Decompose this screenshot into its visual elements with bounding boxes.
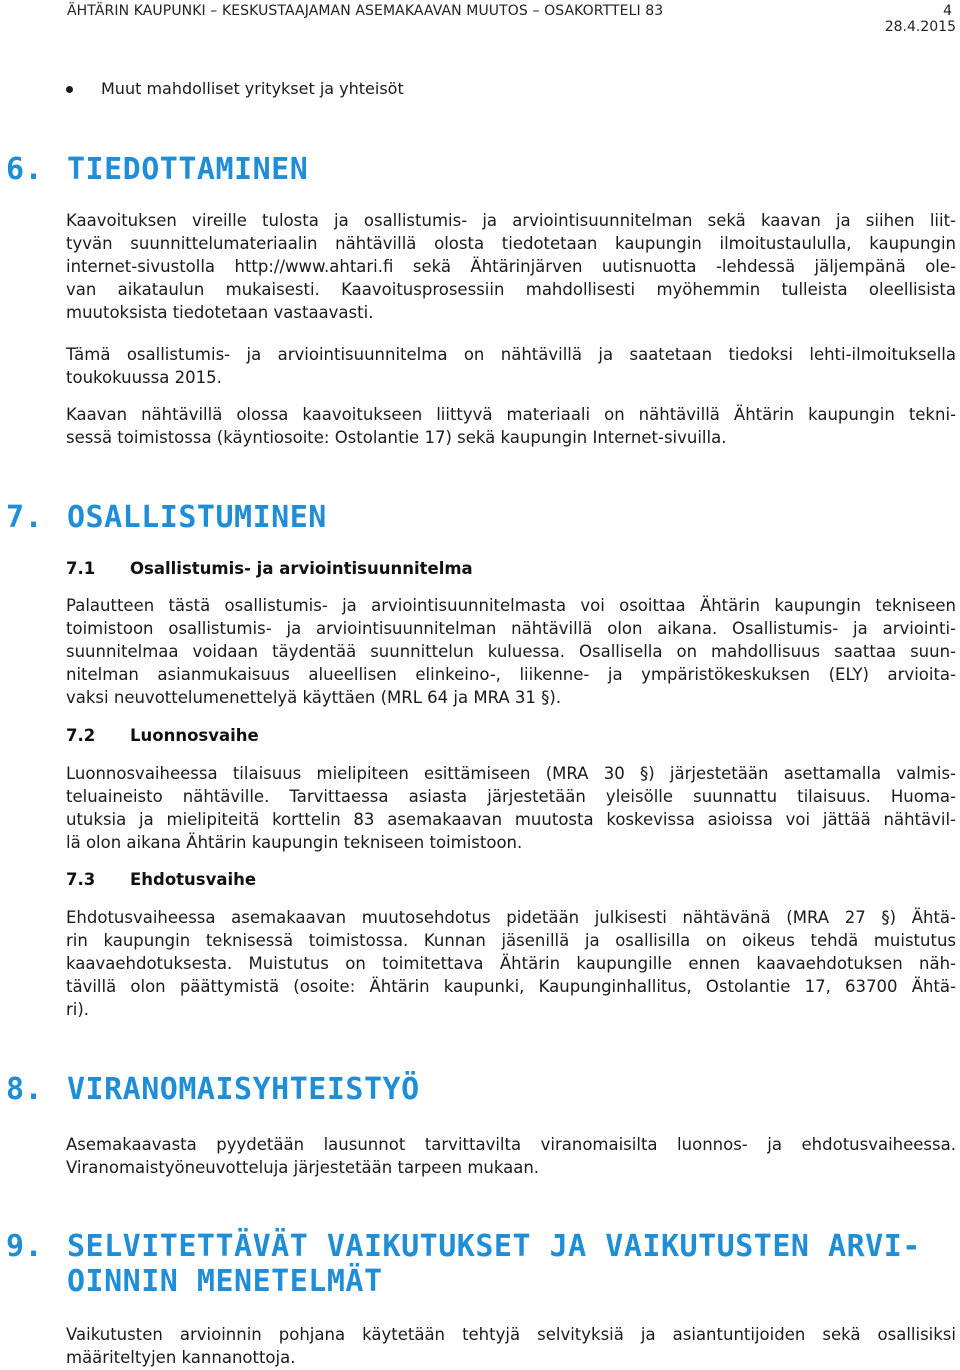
section-number: 9. xyxy=(6,1229,44,1264)
text-line: toimistoon osallistumis- ja arviointisuunnitelman nähtävillä olon aikana. Osallistumis- ja arviointi- xyxy=(66,619,956,638)
text-line: vaksi neuvottelumenettelyä käyttäen (MRL 64 ja MRA 31 §). xyxy=(66,688,562,707)
paragraph-7-2 xyxy=(66,762,956,854)
paragraph-7-1 xyxy=(66,594,956,709)
text-line: kaavaehdotuksesta. Muistutus on toimitettava Ähtärin kaupungille ennen kaavaehdotuksen näh- xyxy=(66,954,956,973)
section-title: OSALLISTUMINEN xyxy=(67,500,327,535)
text-line: Ehdotusvaiheessa asemakaavan muutosehdotus pidetään julkisesti nähtävänä (MRA 27 §) Ähtä- xyxy=(66,908,956,927)
subsection-number: 7.1 xyxy=(66,559,96,578)
bullet-dot-icon xyxy=(66,86,73,93)
text-line: tävillä olon päättymistä (osoite: Ähtärin kaupunki, Kaupunginhallitus, Ostolantie 17, 63700 Ähtä- xyxy=(66,977,956,996)
text-line: internet-sivustolla http://www.ahtari.fi sekä Ähtärinjärven uutisnuotta -lehdessä jäljempänä ole- xyxy=(66,257,956,276)
running-header-title: ÄHTÄRIN KAUPUNKI – KESKUSTAAJAMAN ASEMAKAAVAN MUUTOS – OSAKORTTELI 83 xyxy=(67,3,664,19)
text-line: ri). xyxy=(66,1000,90,1019)
section-title-line-1: SELVITETTÄVÄT VAIKUTUKSET JA VAIKUTUSTEN ARVI- xyxy=(67,1229,921,1264)
text-line: sessä toimistossa (käyntiosoite: Ostolantie 17) sekä kaupungin Internet-sivuilla. xyxy=(66,428,727,447)
header-date: 28.4.2015 xyxy=(884,19,956,35)
page-number: 4 xyxy=(943,3,952,19)
subsection-title: Osallistumis- ja arviointisuunnitelma xyxy=(130,559,473,578)
section-number: 8. xyxy=(6,1072,44,1107)
text-line: suunnitelmaa voidaan täydentää suunnittelun kuluessa. Osallisella on mahdollisuus saattaa suun- xyxy=(66,642,956,661)
section-title-line-2: OINNIN MENETELMÄT xyxy=(67,1264,383,1299)
paragraph-8 xyxy=(66,1133,956,1179)
text-line: teluaineisto nähtäville. Tarvittaessa asiasta järjestetään yleisölle suunnattu tilaisuus. Huoma- xyxy=(66,787,956,806)
subsection-title: Ehdotusvaihe xyxy=(130,870,257,889)
text-line: määriteltyjen kannanottoja. xyxy=(66,1348,296,1367)
text-line: toukokuussa 2015. xyxy=(66,368,222,387)
text-line: van aikataulun mukaisesti. Kaavoitusprosessiin mahdollisesti myöhemmin tulleista oleellisista xyxy=(66,280,956,299)
text-line: Kaavan nähtävillä olossa kaavoitukseen liittyvä materiaali on nähtävillä Ähtärin kaupungin tekni- xyxy=(66,405,956,424)
paragraph-6-1 xyxy=(66,209,956,324)
text-line: rin kaupungin teknisessä toimistossa. Kunnan jäsenillä ja osallisilla on oikeus tehdä muistutus xyxy=(66,931,956,950)
text-line: Kaavoituksen vireille tulosta ja osallistumis- ja arviointisuunnitelman sekä kaavan ja siihen liit- xyxy=(66,211,956,230)
paragraph-7-3 xyxy=(66,906,956,1021)
text-line: Viranomaistyöneuvotteluja järjestetään tarpeen mukaan. xyxy=(66,1158,540,1177)
paragraph-6-2 xyxy=(66,343,956,389)
text-line: utuksia ja mielipiteitä korttelin 83 asemakaavan muutosta koskevissa asioissa voi jättää nähtävil- xyxy=(66,810,956,829)
text-line: Palautteen tästä osallistumis- ja arviointisuunnitelmasta voi osoittaa Ähtärin kaupungin tekniseen xyxy=(66,596,956,615)
section-title: TIEDOTTAMINEN xyxy=(67,152,309,187)
subsection-number: 7.2 xyxy=(66,726,96,745)
text-line: muutoksista tiedotetaan vastaavasti. xyxy=(66,303,374,322)
section-title: VIRANOMAISYHTEISTYÖ xyxy=(67,1072,420,1107)
subsection-number: 7.3 xyxy=(66,870,96,889)
text-line: Tämä osallistumis- ja arviointisuunnitelma on nähtävillä ja saatetaan tiedoksi lehti-ilmoituksella xyxy=(66,345,956,364)
text-line: nitelman asianmukaisuus alueellisen elinkeino-, liikenne- ja ympäristökeskuksen (ELY) arvioita- xyxy=(66,665,956,684)
text-line: Asemakaavasta pyydetään lausunnot tarvittavilta viranomaisilta luonnos- ja ehdotusvaiheessa. xyxy=(66,1135,956,1154)
section-number: 7. xyxy=(6,500,44,535)
text-line: tyvän suunnittelumateriaalin nähtävillä olosta tiedotetaan kaupungin ilmoitustaululla, kaupungin xyxy=(66,234,956,253)
text-line: lä olon aikana Ähtärin kaupungin tekniseen toimistoon. xyxy=(66,833,523,852)
text-line: Luonnosvaiheessa tilaisuus mielipiteen esittämiseen (MRA 30 §) järjestetään asettamalla valmis- xyxy=(66,764,956,783)
paragraph-9 xyxy=(66,1323,956,1369)
text-line: Vaikutusten arvioinnin pohjana käytetään tehtyjä selvityksiä ja asiantuntijoiden sekä osallisiksi xyxy=(66,1325,956,1344)
bullet-text: Muut mahdolliset yritykset ja yhteisöt xyxy=(101,79,404,98)
section-number: 6. xyxy=(6,152,44,187)
paragraph-6-3 xyxy=(66,403,956,449)
subsection-title: Luonnosvaihe xyxy=(130,726,259,745)
